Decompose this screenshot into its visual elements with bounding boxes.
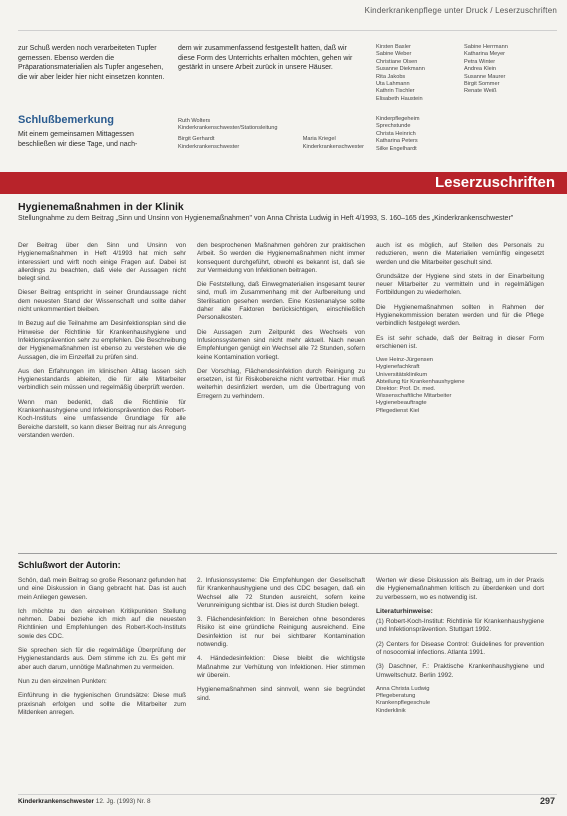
sig-line: Kinderklinik [376, 707, 406, 714]
paragraph: 3. Flächendesinfektion: In Bereichen ohne besonderes Risiko ist eine gründliche Reinigung ausreichend. Eine Desinfektion ist nur bei sichtbarer Kontamination notwendig. [197, 616, 365, 649]
reply-column-3 [376, 577, 544, 715]
article-reference: Stellungnahme zu dem Beitrag „Sinn und Unsinn von Hygienemaßnahmen" von Anna Christa Ludwig in Heft 4/1993, S. 160–165 des „Kinderkrankenschwester" [18, 215, 514, 222]
running-head: Kinderkrankenpflege unter Druck / Leserzuschriften [364, 6, 557, 15]
name-item: Kirsten Basler [376, 44, 411, 50]
article-signature [376, 357, 544, 415]
sig-line: Anna Christa Ludwig [376, 685, 430, 692]
article-title: Hygienemaßnahmen in der Klinik [18, 201, 184, 213]
paragraph: Hygienemaßnahmen sind sinnvoll, wenn sie begründet sind. [197, 686, 365, 702]
name-item: Sabine Herrmann [464, 44, 508, 50]
top-signature [178, 118, 364, 151]
schluss-heading: Schlußbemerkung [18, 114, 114, 126]
sig-name: Birgit Gerhardt [178, 136, 215, 143]
top-col1-text: zur Schuß werden noch verarbeiteten Tupfer gemessen. Ebenso werden die Präparationsmaterialien als Tupfer angesehen, die wir aber leider hier nicht einsetzen konnten. [18, 45, 165, 81]
sig-line: Pflegeberatung [376, 693, 416, 700]
paragraph: In Bezug auf die Teilnahme am Desinfektionsplan sind die Hinweise der Richtlinie für Krankenhaushygiene und Infektionsprävention sehr zu empfehlen. Die Beschreibung der Hygienemaßnahmen ist ebenso zu verstehen wie die Aussagen, die im Einzelfall zu prüfen sind. [18, 320, 186, 361]
sig-line: Direktor: Prof. Dr. med. [376, 386, 436, 393]
paragraph: 2. Infusionssysteme: Die Empfehlungen der Gesellschaft für Krankenhaushygiene und des CDC besagen, daß ein Wechsel alle 72 Stunden ausreicht, sofern keine Verunreinigung sichtbar ist. Dies ist durch Studien belegt. [197, 577, 365, 609]
name-item: Kathrin Tischler [376, 88, 415, 95]
sig-name: Ruth Wolters [178, 118, 211, 124]
name-item: Birgit Sommer [464, 81, 500, 88]
name-item: Kinderpflegeheim [376, 116, 420, 122]
sig-line: Abteilung für Krankenhaushygiene [376, 378, 465, 385]
name-item: Andrea Klein [464, 66, 497, 73]
literature-item: (3) Daschner, F.: Praktische Krankenhaushygiene und Umweltschutz. Berlin 1992. [376, 663, 544, 679]
sig-line: Universitätsklinikum [376, 371, 428, 378]
sig-line: Hygienefachkraft [376, 364, 420, 371]
paragraph: Schön, daß mein Beitrag so große Resonanz gefunden hat und eine Diskussion in Gang gebracht hat. Das ist auch mein Anliegen gewesen. [18, 577, 186, 601]
name-item: Elisabeth Haustein [376, 95, 423, 102]
name-item: Silke Engelhardt [376, 145, 417, 152]
paragraph: Der Beitrag über den Sinn und Unsinn von Hygienemaßnahmen in Heft 4/1993 hat mich sehr interessiert und wirft noch einige Fragen auf. Dabei ist allerdings zu beachten, daß viele der Aussagen nicht belegt sind. [18, 242, 186, 283]
reply-column-1 [18, 577, 186, 723]
sig-line: Pflegedienst Kiel [376, 407, 420, 414]
paragraph: Wenn man bedenkt, daß die Richtlinie für Krankenhaushygiene und Infektionsprävention des Robert-Koch-Instituts eine umfassende Grundlage für alle Bereiche darstellt, so kann dieser Beitrag nur als Anregung verstanden werden. [18, 398, 186, 439]
section-divider [18, 553, 557, 554]
sig-line: Hygienebeauftragte [376, 400, 427, 407]
literature-item: (1) Robert-Koch-Institut: Richtlinie für Krankenhaushygiene und Infektionsprävention. Stuttgart 1992. [376, 618, 544, 634]
paragraph: Der Vorschlag, Flächendesinfektion durch Reinigung zu ersetzen, ist für Risikobereiche nicht vertretbar. Hier muß weiterhin desinfiziert werden, um die Übertragung von Erregern zu verhindern. [197, 367, 365, 400]
names-list-a [376, 44, 462, 103]
sig-role: Kinderkrankenschwester [178, 143, 240, 150]
name-item: Katharina Meyer [464, 51, 506, 58]
section-title: Leserzuschriften [434, 174, 555, 191]
paragraph: Ich möchte zu den einzelnen Kritikpunkten Stellung nehmen. Dabei beziehe ich mich auf die neuesten Richtlinien und Empfehlungen des Robert-Koch-Instituts sowie des CDC. [18, 607, 186, 640]
paragraph: Werten wir diese Diskussion als Beitrag, um in der Praxis die Hygienemaßnahmen kritisch zu überdenken und dort zu verbessern, wo es notwendig ist. [376, 577, 544, 601]
name-item: Sabine Weber [376, 51, 412, 58]
paragraph: Aus den Erfahrungen im klinischen Alltag lassen sich Hygienestandards ableiten, die für alle Mitarbeiter verbindlich sein müssen und regelmäßig überprüft werden. [18, 367, 186, 392]
name-item: Susanne Maurer [464, 73, 506, 80]
paragraph: Die Hygienemaßnahmen sollten in Rahmen der Hygienekommission beraten werden und für die Pflege verbindlich festgelegt werden. [376, 303, 544, 328]
paragraph: auch ist es möglich, auf Stellen des Personals zu reduzieren, wenn die Materialien vernünftig eingesetzt werden und die Mitarbeiter geschult sind. [376, 242, 544, 266]
page-number: 297 [539, 796, 555, 806]
footer-journal [18, 798, 151, 805]
top-rule [18, 30, 557, 31]
name-item: Petra Winter [464, 58, 496, 65]
name-item: Katharina Peters [376, 138, 418, 145]
name-item: Sprechstunde [376, 123, 411, 130]
paragraph: Sie sprechen sich für die regelmäßige Überprüfung der Hygienestandards aus. Dem stimme ich zu. Es geht mir aber auch darum, unnötige Maßnahmen zu vermeiden. [18, 647, 186, 671]
name-item: Christiane Olsen [376, 58, 418, 65]
footer-rule [18, 794, 557, 795]
top-col1-text2: Mit einem gemeinsamen Mittagessen beschließen wir diese Tage, und nach- [18, 131, 138, 148]
sig-name: Maria Kriegel [302, 136, 336, 143]
sig-line: Krankenpflegeschule [376, 700, 431, 707]
article-column-1 [18, 242, 186, 446]
paragraph: 4. Händedesinfektion: Diese bleibt die wichtigste Maßnahme zur Verhütung von Infektionen. Hier stimmen wir überein. [197, 655, 365, 679]
section-band [0, 172, 567, 194]
article-column-3 [376, 242, 544, 415]
paragraph: Dieser Beitrag entspricht in seiner Grundaussage nicht dem neuesten Stand der Wissenschaft und sollte daher nicht unkommentiert bleiben. [18, 289, 186, 314]
sig-row [178, 136, 364, 150]
name-item: Renate Weiß [464, 88, 497, 95]
literature-item: (2) Centers for Disease Control: Guidelines for prevention of nosocomial infections. Atlanta 1991. [376, 640, 544, 657]
sig-line: Uwe Heinz-Jürgensen [376, 357, 434, 364]
paragraph: Einführung in die hygienischen Grundsätze: Diese muß praxisnah erfolgen und sollte die Mitarbeiter zum Mitdenken anregen. [18, 692, 186, 716]
sig-role: Kinderkrankenschwester/Stationsleitung [178, 125, 278, 132]
name-item: Uta Lahmann [376, 81, 410, 88]
sig-line: Wissenschaftliche Mitarbeiter [376, 393, 452, 400]
names-list-b [464, 44, 560, 96]
article-column-2 [197, 242, 365, 407]
name-item: Susanne Diekmann [376, 66, 425, 73]
top-col2-text: dem wir zusammenfassend festgestellt hatten, daß wir diese Form des Unterrichts erhalten möchten, gehen wir gestärkt in unsere Arbeit zurück in unsere Häuser. [178, 45, 353, 72]
paragraph: Die Aussagen zum Zeitpunkt des Wechsels von Infusionssystemen sind nicht mehr aktuell. Nach neuen Empfehlungen genügt ein Wechsel alle 72 Stunden, sofern keine Kontamination vorliegt. [197, 328, 365, 361]
reply-heading: Schlußwort der Autorin: [18, 560, 121, 570]
names-list-c [376, 116, 476, 153]
paragraph: den besprochenen Maßnahmen gehören zur praktischen Arbeit. So werden die Hygienemaßnahmen nicht immer konsequent durchgeführt, obwohl es bekannt ist, daß sie zur Vermeidung von Infektionen beitragen. [197, 242, 365, 274]
literature-heading: Literaturhinweise: [376, 607, 433, 615]
journal-issue: 12. Jg. (1993) Nr. 8 [95, 798, 151, 805]
sig-role: Kinderkrankenschwester [302, 143, 364, 150]
name-item: Christa Heinrich [376, 130, 416, 137]
paragraph: Nun zu den einzelnen Punkten: [18, 677, 107, 685]
journal-name: Kinderkrankenschwester [18, 798, 95, 805]
reply-column-2 [197, 577, 365, 709]
reply-signature [376, 686, 544, 715]
paragraph: Es ist sehr schade, daß der Beitrag in dieser Form erschienen ist. [376, 334, 544, 350]
paragraph: Die Feststellung, daß Einwegmaterialien insgesamt teurer sind, muß im Zusammenhang mit der Aufbereitung und Sterilisation gesehen werden. Eine Kostenanalyse sollte daher alle Faktoren berücksichtigen, einschließlich Personalkosten. [197, 281, 365, 322]
paragraph: Grundsätze der Hygiene sind stets in der Einarbeitung neuer Mitarbeiter zu vermitteln und in regelmäßigen Fortbildungen zu wiederholen. [376, 272, 544, 297]
name-item: Rita Jakobs [376, 73, 406, 80]
